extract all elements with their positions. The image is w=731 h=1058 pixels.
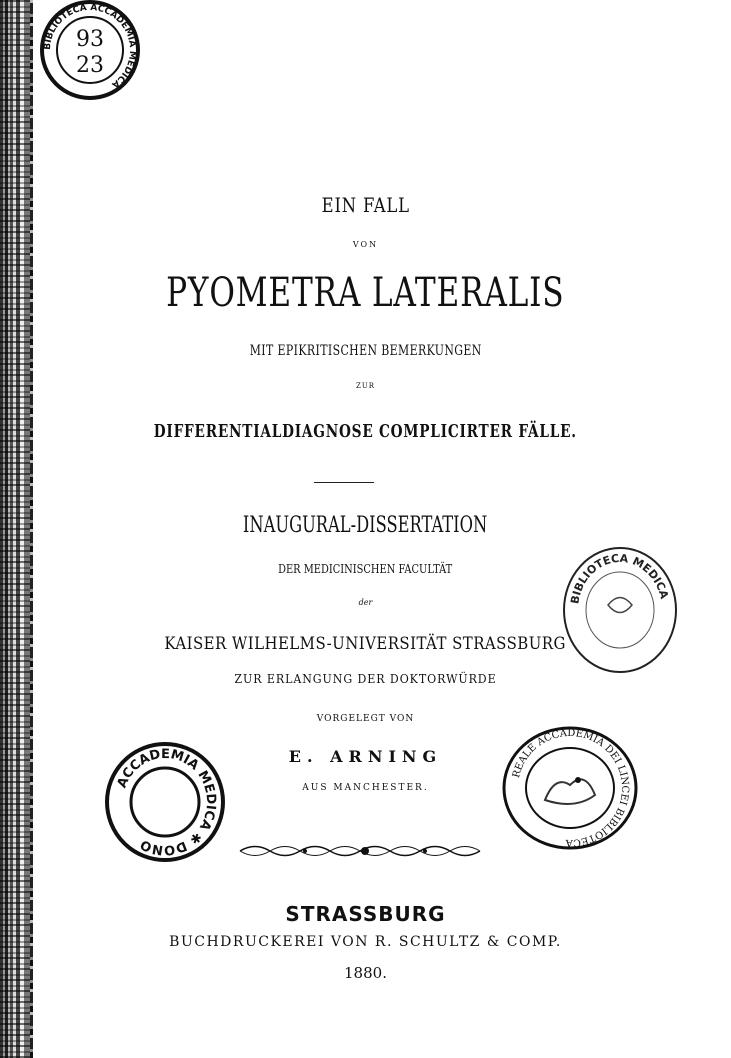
library-stamp-oval: [500, 720, 640, 850]
title-line-ein-fall: EIN FALL: [321, 193, 410, 217]
library-stamp-left: [105, 740, 225, 865]
dissertation-heading: INAUGURAL-DISSERTATION: [243, 513, 488, 538]
main-title: PYOMETRA LATERALIS: [166, 270, 565, 316]
purpose-line: ZUR ERLANGUNG DER DOKTORWÜRDE: [234, 672, 497, 686]
stamp-number-top: 93: [76, 27, 104, 52]
faculty-line: DER MEDICINISCHEN FACULTÄT: [278, 562, 453, 576]
connector-zur: ZUR: [355, 382, 376, 390]
subtitle-differentialdiagnose: DIFFERENTIALDIAGNOSE COMPLICIRTER FÄLLE.: [153, 421, 578, 442]
publication-year: 1880.: [344, 964, 387, 982]
printer-line: BUCHDRUCKEREI VON R. SCHULTZ & COMP.: [169, 934, 562, 950]
stamp-ring-text: ACCADEMIA MEDICA ✱ DONO: [114, 746, 219, 858]
ornament-divider: [235, 840, 495, 862]
connector-von: VON: [352, 240, 379, 249]
publication-place: STRASSBURG: [285, 902, 446, 926]
divider-rule: [314, 482, 374, 483]
stamp-ring-text: BIBLIOTECA ACCADEMIA MEDICA: [42, 2, 138, 90]
stamp-ring-text: BIBLIOTECA MEDICA: [568, 551, 671, 605]
subtitle: MIT EPIKRITISCHEN BEMERKUNGEN: [249, 343, 482, 359]
svg-text:REALE ACCADEMIA DEI LINCEI BIB: [511, 728, 630, 848]
stamp-number-bottom: 23: [76, 53, 104, 78]
connector-der: der: [358, 598, 373, 607]
presented-by: VORGELEGT VON: [316, 714, 415, 724]
stamp-ring-text: REALE ACCADEMIA DEI LINCEI BIBLIOTECA: [511, 727, 631, 849]
author-origin: AUS MANCHESTER.: [302, 783, 429, 793]
library-stamp-right: [560, 545, 680, 675]
author-name: E. ARNING: [288, 747, 443, 766]
library-stamp-top-left: [36, 0, 144, 100]
university-line: KAISER WILHELMS-UNIVERSITÄT STRASSBURG: [164, 634, 567, 654]
